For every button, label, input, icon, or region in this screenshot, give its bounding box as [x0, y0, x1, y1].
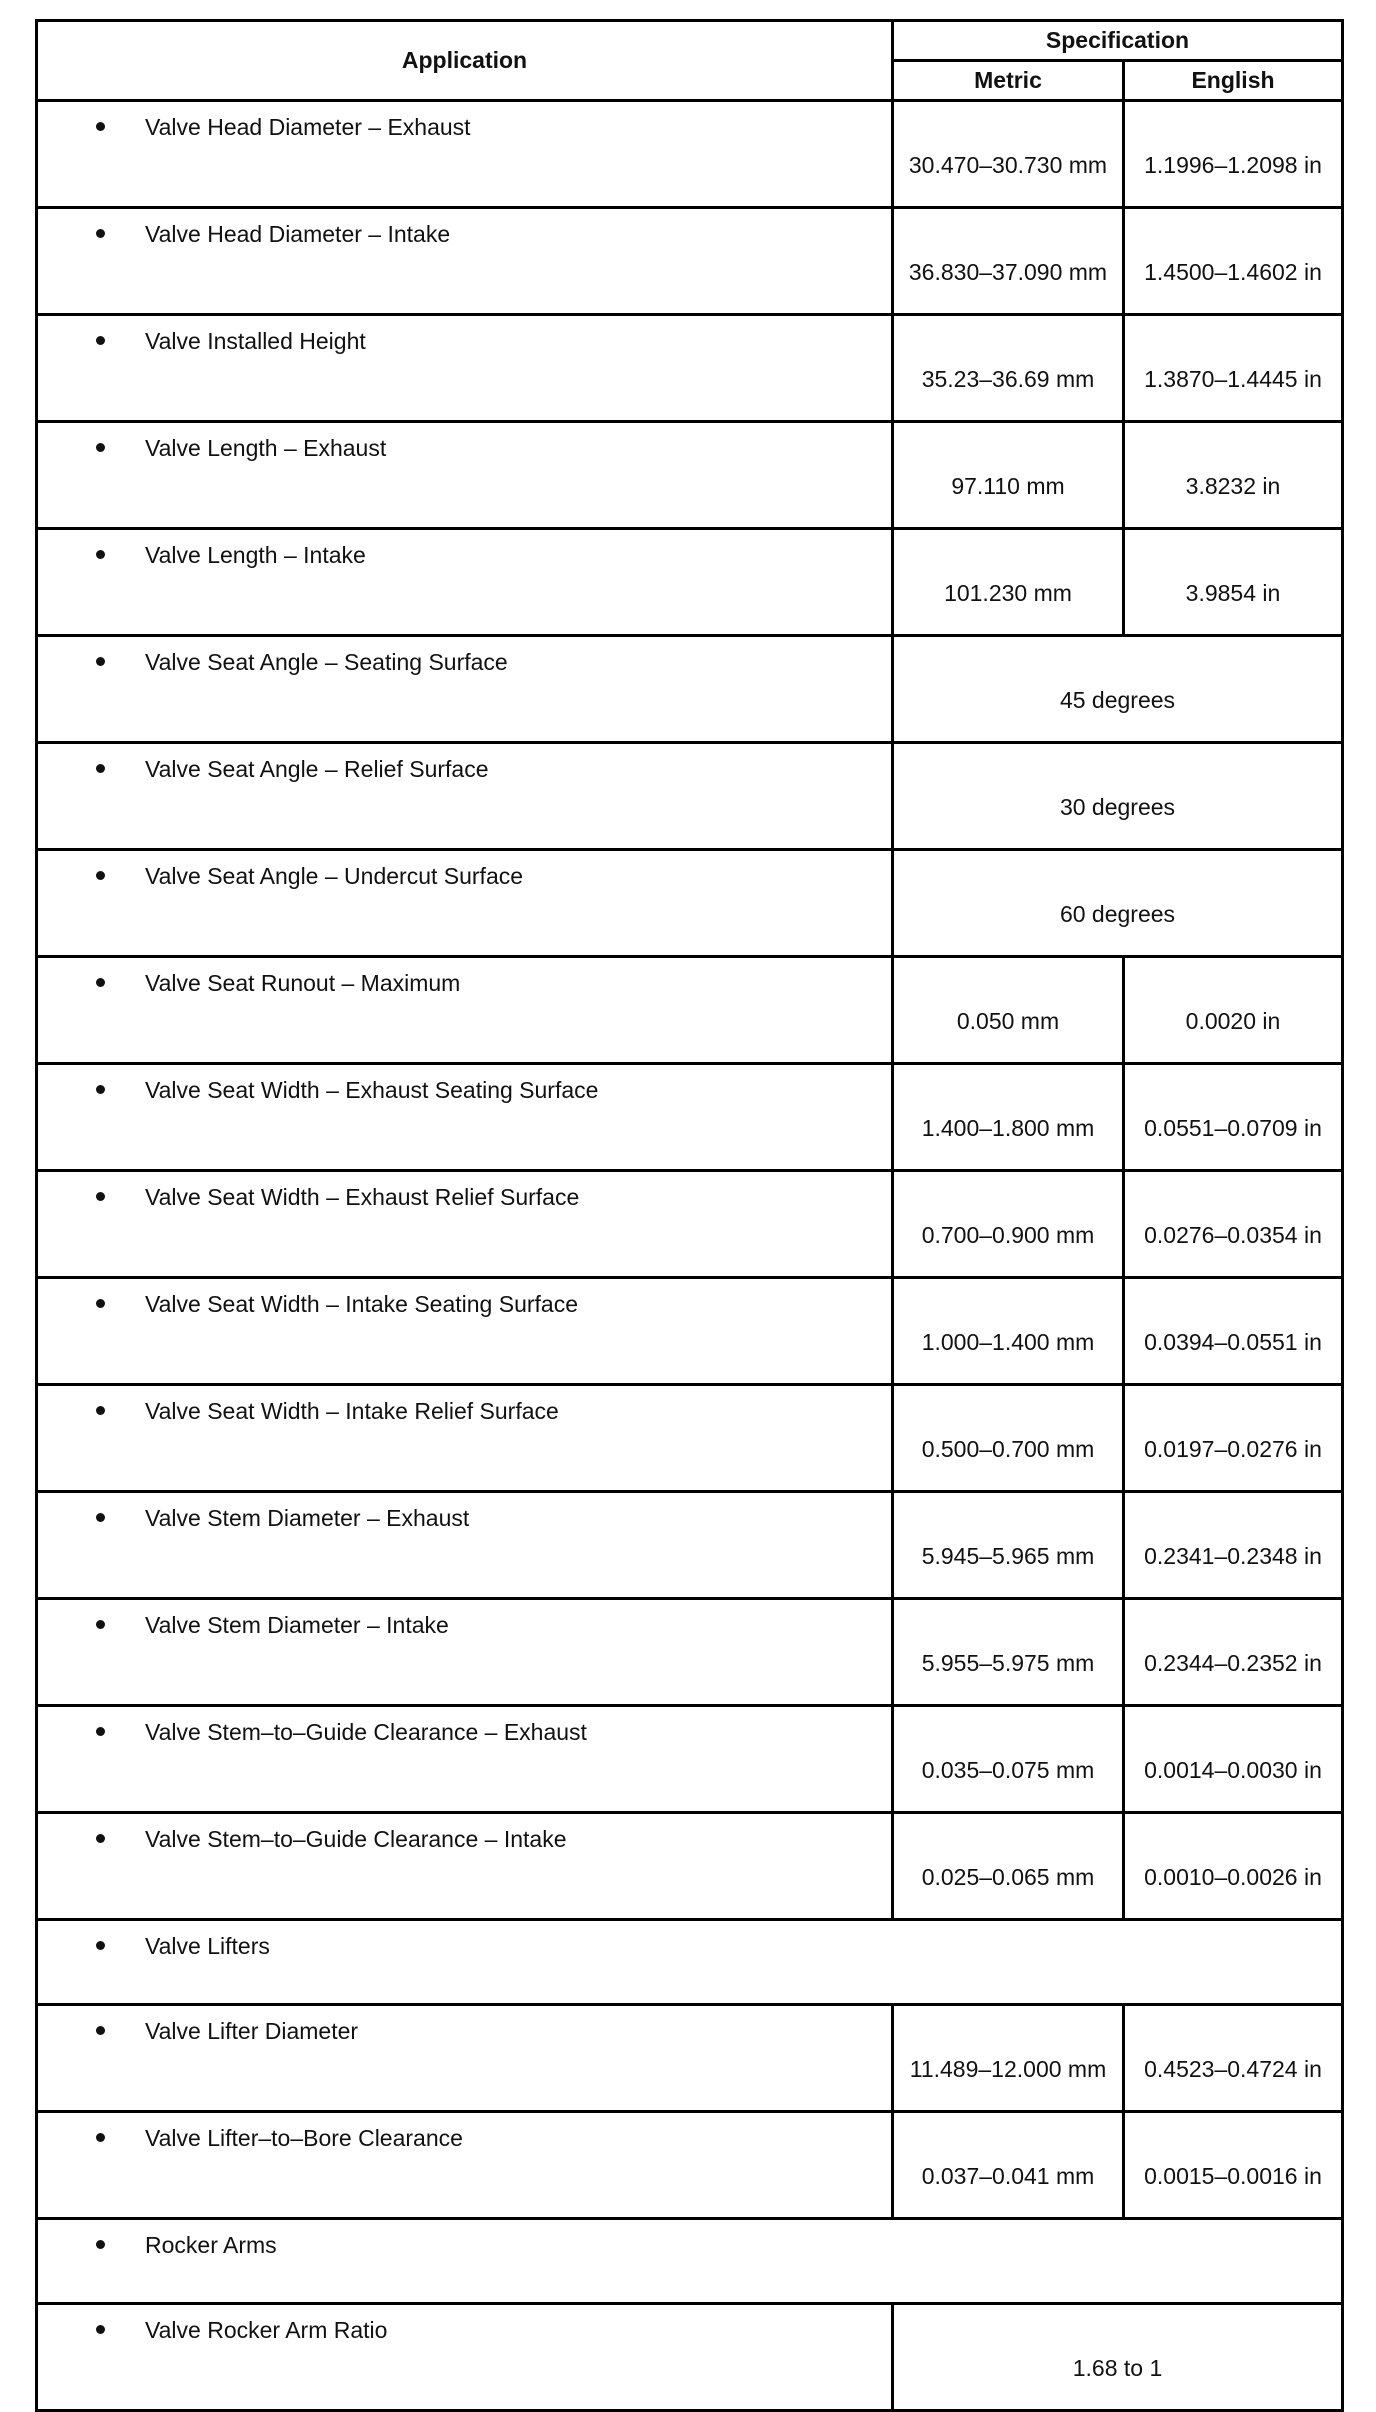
- table-row: [37, 1171, 1343, 1278]
- application-label: Valve Rocker Arm Ratio: [145, 2317, 388, 2343]
- application-label: Valve Length – Exhaust: [145, 435, 387, 461]
- metric-value: 36.830–37.090 mm: [893, 208, 1124, 315]
- application-label: Valve Seat Width – Exhaust Relief Surface: [145, 1184, 580, 1210]
- bullet-icon: [96, 1299, 105, 1308]
- specification-value: 60 degrees: [893, 850, 1343, 957]
- english-value: 0.0551–0.0709 in: [1124, 1064, 1343, 1171]
- metric-value: 1.000–1.400 mm: [893, 1278, 1124, 1385]
- specification-value: 45 degrees: [893, 636, 1343, 743]
- english-value: 3.9854 in: [1124, 529, 1343, 636]
- application-cell: [37, 1920, 1343, 2005]
- application-cell: [37, 636, 893, 743]
- table-row: [37, 1064, 1343, 1171]
- metric-value: 11.489–12.000 mm: [893, 2005, 1124, 2112]
- section-row: [37, 1920, 1343, 2005]
- bullet-icon: [96, 764, 105, 773]
- application-cell: [37, 1492, 893, 1599]
- application-cell: [37, 1385, 893, 1492]
- application-cell: [37, 422, 893, 529]
- table-row: [37, 2112, 1343, 2219]
- application-label: Valve Lifters: [145, 1933, 270, 1959]
- bullet-icon: [96, 1085, 105, 1094]
- table-row: [37, 101, 1343, 208]
- application-cell: [37, 2112, 893, 2219]
- application-label: Valve Lifter–to–Bore Clearance: [145, 2125, 463, 2151]
- bullet-icon: [96, 122, 105, 131]
- bullet-icon: [96, 1406, 105, 1415]
- application-header: Application: [37, 21, 893, 101]
- bullet-icon: [96, 657, 105, 666]
- application-label: Valve Stem–to–Guide Clearance – Exhaust: [145, 1719, 587, 1745]
- application-cell: [37, 743, 893, 850]
- metric-value: 101.230 mm: [893, 529, 1124, 636]
- table-row: [37, 636, 1343, 743]
- application-cell: [37, 1813, 893, 1920]
- specification-value: 30 degrees: [893, 743, 1343, 850]
- bullet-icon: [96, 2026, 105, 2035]
- specification-header: Specification: [893, 21, 1343, 61]
- english-value: 0.0015–0.0016 in: [1124, 2112, 1343, 2219]
- metric-value: 0.035–0.075 mm: [893, 1706, 1124, 1813]
- application-cell: [37, 1064, 893, 1171]
- metric-value: 5.955–5.975 mm: [893, 1599, 1124, 1706]
- application-label: Valve Seat Width – Intake Relief Surface: [145, 1398, 559, 1424]
- table-row: [37, 743, 1343, 850]
- english-value: 3.8232 in: [1124, 422, 1343, 529]
- metric-value: 0.500–0.700 mm: [893, 1385, 1124, 1492]
- bullet-icon: [96, 1513, 105, 1522]
- bullet-icon: [96, 443, 105, 452]
- specification-value: 1.68 to 1: [893, 2304, 1343, 2411]
- bullet-icon: [96, 2133, 105, 2142]
- application-label: Valve Stem Diameter – Exhaust: [145, 1505, 470, 1531]
- bullet-icon: [96, 2325, 105, 2334]
- application-cell: [37, 1599, 893, 1706]
- english-value: 0.0197–0.0276 in: [1124, 1385, 1343, 1492]
- application-label: Valve Stem Diameter – Intake: [145, 1612, 449, 1638]
- bullet-icon: [96, 336, 105, 345]
- table-row: [37, 850, 1343, 957]
- application-label: Valve Installed Height: [145, 328, 366, 354]
- application-cell: [37, 2219, 1343, 2304]
- application-label: Valve Seat Angle – Seating Surface: [145, 649, 508, 675]
- bullet-icon: [96, 1192, 105, 1201]
- application-label: Valve Lifter Diameter: [145, 2018, 359, 2044]
- metric-value: 97.110 mm: [893, 422, 1124, 529]
- application-label: Valve Stem–to–Guide Clearance – Intake: [145, 1826, 567, 1852]
- english-value: 0.0276–0.0354 in: [1124, 1171, 1343, 1278]
- metric-value: 30.470–30.730 mm: [893, 101, 1124, 208]
- application-cell: [37, 2005, 893, 2112]
- bullet-icon: [96, 2240, 105, 2249]
- table-row: [37, 208, 1343, 315]
- bullet-icon: [96, 978, 105, 987]
- application-cell: [37, 850, 893, 957]
- table-row: [37, 2005, 1343, 2112]
- application-label: Valve Seat Width – Intake Seating Surface: [145, 1291, 578, 1317]
- english-value: 0.2344–0.2352 in: [1124, 1599, 1343, 1706]
- table-row: [37, 315, 1343, 422]
- english-value: 0.0394–0.0551 in: [1124, 1278, 1343, 1385]
- application-label: Valve Seat Angle – Undercut Surface: [145, 863, 524, 889]
- metric-header: Metric: [893, 61, 1124, 101]
- table-row: [37, 1385, 1343, 1492]
- header-row-top: [37, 21, 1343, 61]
- english-value: 0.0010–0.0026 in: [1124, 1813, 1343, 1920]
- metric-value: 35.23–36.69 mm: [893, 315, 1124, 422]
- application-label: Valve Seat Runout – Maximum: [145, 970, 461, 996]
- english-value: 0.4523–0.4724 in: [1124, 2005, 1343, 2112]
- application-cell: [37, 2304, 893, 2411]
- application-label: Valve Length – Intake: [145, 542, 366, 568]
- application-cell: [37, 1171, 893, 1278]
- metric-value: 0.025–0.065 mm: [893, 1813, 1124, 1920]
- table-row: [37, 1278, 1343, 1385]
- spec-table-body: [37, 101, 1343, 2411]
- application-cell: [37, 1278, 893, 1385]
- table-row: [37, 422, 1343, 529]
- bullet-icon: [96, 1727, 105, 1736]
- bullet-icon: [96, 550, 105, 559]
- table-row: [37, 957, 1343, 1064]
- bullet-icon: [96, 1834, 105, 1843]
- table-row: [37, 1599, 1343, 1706]
- english-value: 0.0014–0.0030 in: [1124, 1706, 1343, 1813]
- bullet-icon: [96, 871, 105, 880]
- bullet-icon: [96, 1620, 105, 1629]
- english-value: 1.4500–1.4602 in: [1124, 208, 1343, 315]
- table-row: [37, 1813, 1343, 1920]
- english-value: 1.1996–1.2098 in: [1124, 101, 1343, 208]
- bullet-icon: [96, 229, 105, 238]
- metric-value: 0.037–0.041 mm: [893, 2112, 1124, 2219]
- application-label: Valve Seat Width – Exhaust Seating Surface: [145, 1077, 599, 1103]
- section-row: [37, 2219, 1343, 2304]
- metric-value: 1.400–1.800 mm: [893, 1064, 1124, 1171]
- metric-value: 5.945–5.965 mm: [893, 1492, 1124, 1599]
- english-value: 0.2341–0.2348 in: [1124, 1492, 1343, 1599]
- bullet-icon: [96, 1941, 105, 1950]
- application-label: Rocker Arms: [145, 2232, 277, 2258]
- application-cell: [37, 529, 893, 636]
- metric-value: 0.700–0.900 mm: [893, 1171, 1124, 1278]
- table-row: [37, 2304, 1343, 2411]
- application-cell: [37, 101, 893, 208]
- valve-spec-table: [35, 19, 1344, 2412]
- application-cell: [37, 208, 893, 315]
- english-value: 0.0020 in: [1124, 957, 1343, 1064]
- english-header: English: [1124, 61, 1343, 101]
- table-row: [37, 1492, 1343, 1599]
- application-label: Valve Head Diameter – Exhaust: [145, 114, 471, 140]
- table-row: [37, 529, 1343, 636]
- english-value: 1.3870–1.4445 in: [1124, 315, 1343, 422]
- application-cell: [37, 957, 893, 1064]
- table-row: [37, 1706, 1343, 1813]
- application-cell: [37, 1706, 893, 1813]
- application-cell: [37, 315, 893, 422]
- application-label: Valve Head Diameter – Intake: [145, 221, 451, 247]
- application-label: Valve Seat Angle – Relief Surface: [145, 756, 489, 782]
- metric-value: 0.050 mm: [893, 957, 1124, 1064]
